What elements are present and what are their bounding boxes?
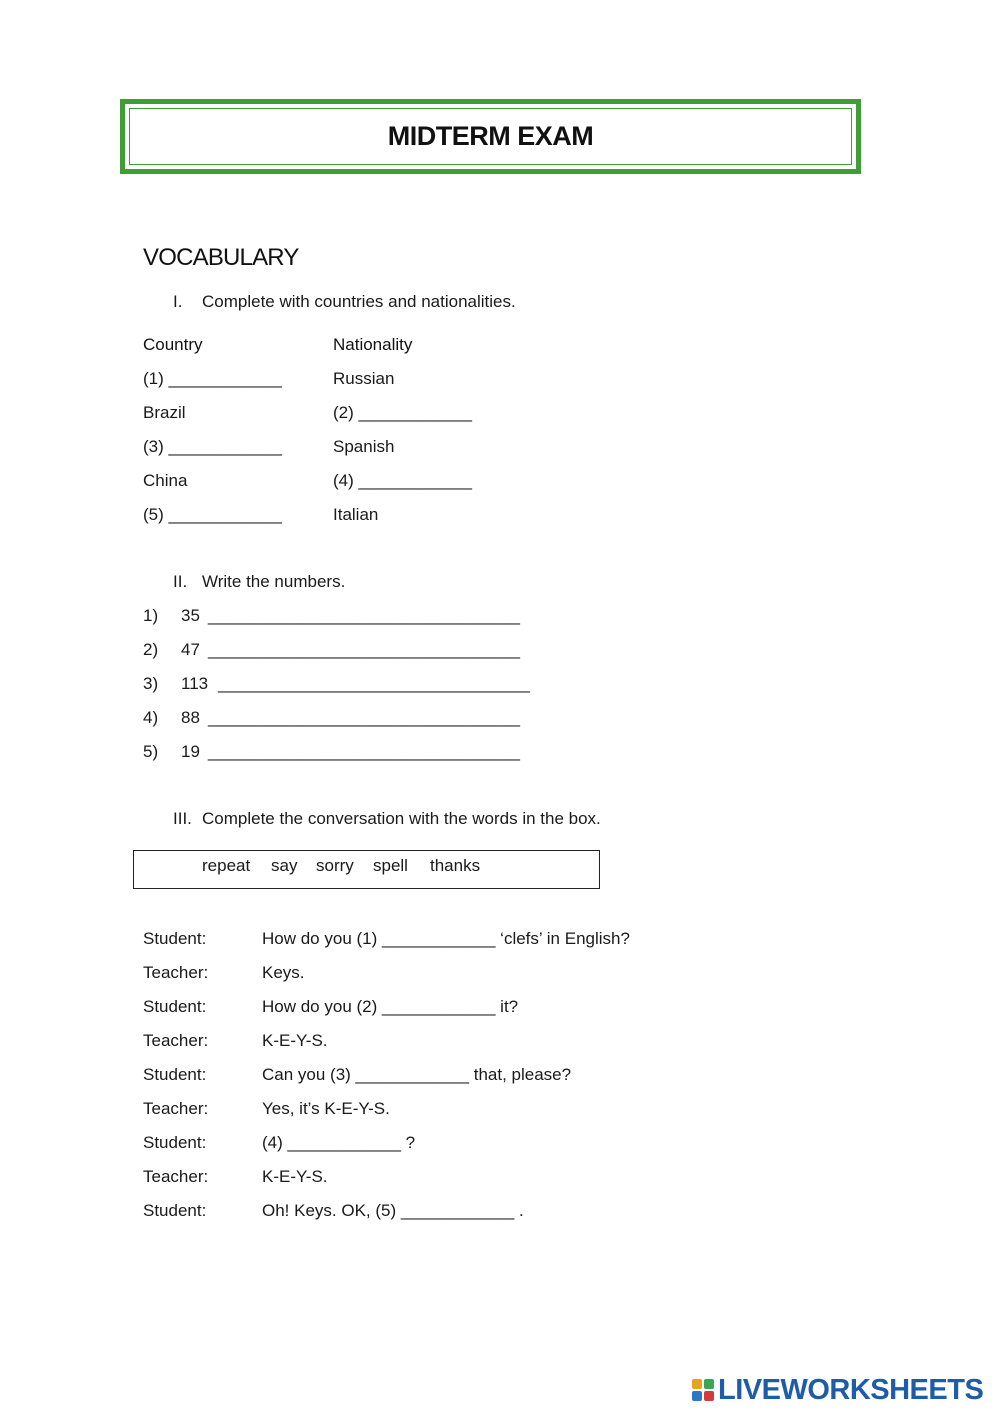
dialogue-line[interactable]: (4) ____________ ?	[262, 1133, 416, 1152]
number-item-index: 2)	[143, 640, 159, 659]
number-item-index: 5)	[143, 742, 159, 761]
nationality-cell[interactable]: (2) ____________	[333, 403, 472, 422]
word-box-item: spell	[373, 856, 408, 875]
logo-grid-icon	[692, 1379, 714, 1401]
nationality-cell: Russian	[333, 369, 395, 388]
word-box-item: thanks	[430, 856, 481, 875]
number-item-index: 1)	[143, 606, 159, 625]
dialogue-speaker: Student:	[143, 997, 207, 1016]
country-cell: Brazil	[143, 403, 186, 422]
country-cell[interactable]: (1) ____________	[143, 369, 282, 388]
number-item-blank[interactable]: _________________________________	[208, 708, 521, 727]
number-item-value: 113	[181, 674, 209, 693]
dialogue-speaker: Teacher:	[143, 963, 209, 982]
dialogue-line: K-E-Y-S.	[262, 1167, 328, 1186]
title-frame	[120, 99, 861, 174]
number-item-blank[interactable]: _________________________________	[218, 674, 531, 693]
exercise1-instruction: Complete with countries and nationalities.	[202, 292, 516, 311]
dialogue-line: K-E-Y-S.	[262, 1031, 328, 1050]
country-cell[interactable]: (5) ____________	[143, 505, 282, 524]
number-item-value: 47	[181, 640, 200, 659]
column-header-country: Country	[143, 335, 203, 354]
dialogue-line[interactable]: Can you (3) ____________ that, please?	[262, 1065, 572, 1084]
number-item-blank[interactable]: _________________________________	[208, 640, 521, 659]
dialogue-line[interactable]: Oh! Keys. OK, (5) ____________ .	[262, 1201, 524, 1220]
number-item-blank[interactable]: _________________________________	[208, 742, 521, 761]
dialogue-speaker: Teacher:	[143, 1167, 209, 1186]
exercise1-numeral: I.	[173, 292, 183, 311]
word-box	[133, 850, 600, 889]
logo-square	[692, 1391, 702, 1401]
number-item-index: 4)	[143, 708, 159, 727]
dialogue-speaker: Student:	[143, 929, 207, 948]
logo-square	[692, 1379, 702, 1389]
dialogue-speaker: Teacher:	[143, 1031, 209, 1050]
word-box-item: repeat	[202, 856, 251, 875]
dialogue-line[interactable]: How do you (1) ____________ ‘clefs’ in English?	[262, 929, 630, 948]
exercise2-instruction: Write the numbers.	[202, 572, 346, 591]
dialogue-line: Yes, it’s K-E-Y-S.	[262, 1099, 390, 1118]
logo-square	[704, 1391, 714, 1401]
page-title: MIDTERM EXAM	[387, 121, 594, 151]
exercise2-numeral: II.	[173, 572, 188, 591]
exercise3-numeral: III.	[173, 809, 192, 828]
nationality-cell[interactable]: (4) ____________	[333, 471, 472, 490]
dialogue-speaker: Student:	[143, 1133, 207, 1152]
country-cell: China	[143, 471, 188, 490]
liveworksheets-logo[interactable]	[692, 1373, 983, 1407]
word-box-item: sorry	[316, 856, 354, 875]
title-inner-frame	[129, 108, 852, 165]
dialogue-line[interactable]: How do you (2) ____________ it?	[262, 997, 519, 1016]
number-item-value: 88	[181, 708, 200, 727]
logo-text: LIVEWORKSHEETS	[718, 1373, 984, 1406]
word-box-item: say	[271, 856, 298, 875]
dialogue-line: Keys.	[262, 963, 305, 982]
section-heading: VOCABULARY	[143, 244, 299, 271]
nationality-cell: Spanish	[333, 437, 395, 456]
number-item-index: 3)	[143, 674, 159, 693]
logo-square	[704, 1379, 714, 1389]
number-item-blank[interactable]: _________________________________	[208, 606, 521, 625]
dialogue-speaker: Student:	[143, 1201, 207, 1220]
dialogue-speaker: Student:	[143, 1065, 207, 1084]
number-item-value: 19	[181, 742, 200, 761]
exercise3-instruction: Complete the conversation with the words in the box.	[202, 809, 601, 828]
nationality-cell: Italian	[333, 505, 379, 524]
number-item-value: 35	[181, 606, 200, 625]
country-cell[interactable]: (3) ____________	[143, 437, 282, 456]
dialogue-speaker: Teacher:	[143, 1099, 209, 1118]
column-header-nationality: Nationality	[333, 335, 413, 354]
